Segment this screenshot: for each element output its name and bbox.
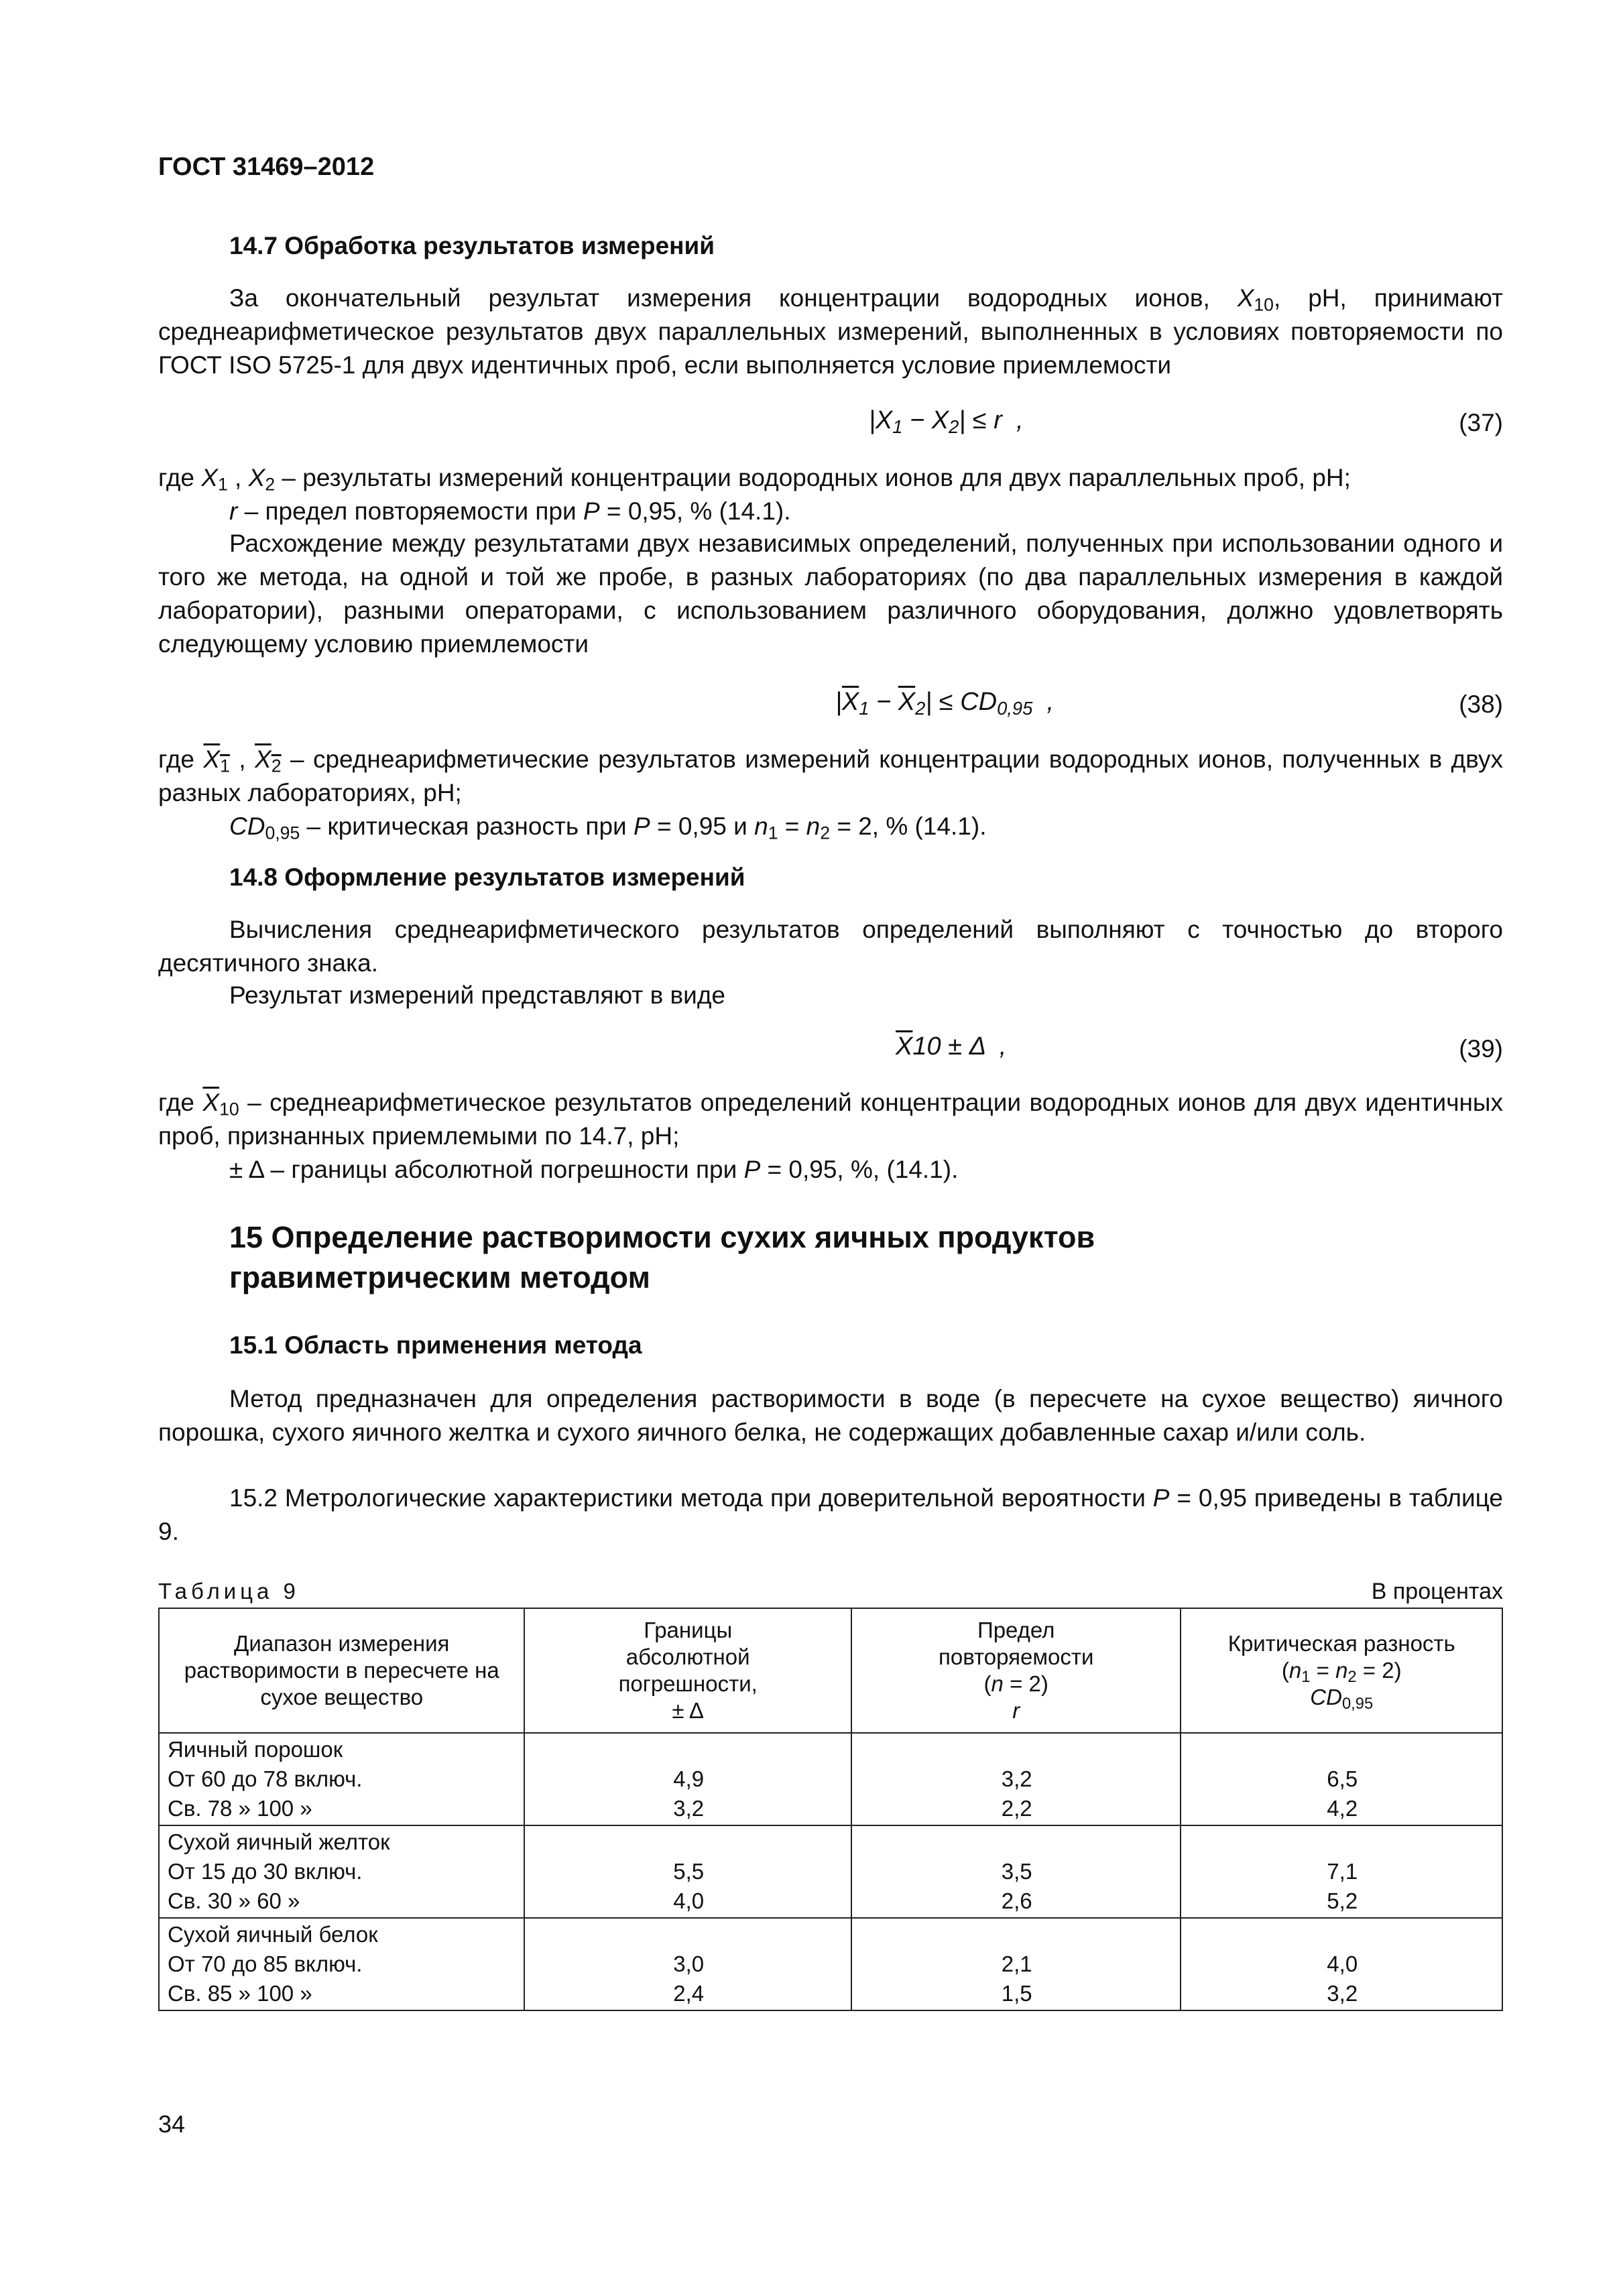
table-unit: В процентах bbox=[1371, 1579, 1503, 1604]
document-header: ГОСТ 31469–2012 bbox=[158, 153, 375, 181]
s147-paragraph-2: Расхождение между результатами двух независимых определений, полученных при использовании одного и того же метода, на одной и той же пробе, в разных лабораториях (по два параллельных измерения в каждой лаборатории), разными операторами, с использованием различного оборудования, должно удовлетворять следующему условию приемлемости bbox=[158, 530, 1503, 658]
equation-38: $|\overline{X}_1 - \overline{X}_2| \le CD_{0,95}$ , bbox=[835, 688, 1055, 719]
header-delta: Границы абсолютной погрешности, ± Δ bbox=[524, 1608, 851, 1733]
header-critical-difference: Критическая разность $(n_1 = n_2 = 2)$ $CD_{0,95}$ bbox=[1181, 1608, 1502, 1733]
s148-where-1: где $\overline{X}_{10}$ – среднеарифметическое результатов определений концентрации водородных ионов для двух идентичных проб, признанных приемлемыми по 14.7, pH; bbox=[158, 1089, 1504, 1150]
table-9 bbox=[158, 1608, 1503, 2011]
table-row-group-2 bbox=[159, 1825, 1502, 1918]
s147-paragraph-1: За окончательный результат измерения концентрации водородных ионов, $X_{10}$, pH, принимают среднеарифметическое результатов двух параллельных измерений, выполненных в условиях повторяемости по ГОСТ ISO 5725-1 для двух идентичных проб, если выполняется условие приемлемости bbox=[158, 284, 1503, 379]
equation-39-number: (39) bbox=[1459, 1035, 1503, 1063]
range-cell: Сухой яичный желток От 15 до 30 включ. Св. 30 » 60 » bbox=[159, 1825, 524, 1918]
document-page bbox=[158, 0, 1503, 2296]
s148-paragraph-2: Результат измерений представляют в виде bbox=[229, 981, 725, 1009]
r-cell: 3,5 2,6 bbox=[851, 1825, 1181, 1918]
s147-where-1: где $X_1$ , $X_2$ – результаты измерений концентрации водородных ионов для двух параллельных проб, pH; bbox=[158, 464, 1351, 495]
s147-where-2: r – предел повторяемости при P = 0,95, % (14.1). bbox=[229, 497, 791, 525]
page-number: 34 bbox=[158, 2110, 186, 2138]
section-15-1-title: 15.1 Область применения метода bbox=[229, 1331, 642, 1359]
table-row-group-1 bbox=[159, 1733, 1502, 1825]
equation-38-number: (38) bbox=[1459, 690, 1503, 718]
section-14-7-title: 14.7 Обработка результатов измерений bbox=[229, 232, 715, 259]
equation-39: $\overline{X}10 \pm \Delta$ , bbox=[896, 1032, 1007, 1061]
s15-paragraph-2: 15.2 Метрологические характеристики метода при доверительной вероятности P = 0,95 приведены в таблице 9. bbox=[158, 1484, 1504, 1545]
range-cell: Яичный порошок От 60 до 78 включ. Св. 78 » 100 » bbox=[159, 1733, 524, 1825]
cd-cell: 7,1 5,2 bbox=[1181, 1825, 1502, 1918]
equation-37-number: (37) bbox=[1459, 409, 1503, 436]
cd-cell: 6,5 4,2 bbox=[1181, 1733, 1502, 1825]
s147-where-3: где $X_1$ , $X_2$ – среднеарифметические результатов измерений концентрации водородных ионов, полученных в двух разных лабораториях, pH; bbox=[158, 745, 1504, 806]
delta-cell: 4,9 3,2 bbox=[524, 1733, 851, 1825]
s148-where-2: ± Δ – границы абсолютной погрешности при P = 0,95, %, (14.1). bbox=[229, 1156, 959, 1183]
r-cell: 3,2 2,2 bbox=[851, 1733, 1181, 1825]
range-cell: Сухой яичный белок От 70 до 85 включ. Св. 85 » 100 » bbox=[159, 1918, 524, 2010]
s148-paragraph-1: Вычисления среднеарифметического результатов определений выполняют с точностью до второго десятичного знака. bbox=[158, 916, 1503, 977]
table-caption: Таблица 9 bbox=[158, 1579, 300, 1604]
s147-where-4: $CD_{0,95}$ – критическая разность при P = 0,95 и $n_1 = n_2 = 2$, % (14.1). bbox=[229, 812, 987, 843]
s15-paragraph-1: Метод предназначен для определения растворимости в воде (в пересчете на сухое вещество) яичного порошка, сухого яичного желтка и сухого яичного белка, не содержащих добавленные сахар и/или соль. bbox=[158, 1385, 1503, 1446]
delta-cell: 3,0 2,4 bbox=[524, 1918, 851, 2010]
table-header-row bbox=[159, 1608, 1502, 1733]
section-15-title: 15 Определение растворимости сухих яичных продуктов гравиметрическим методом bbox=[229, 1220, 1095, 1294]
delta-cell: 5,5 4,0 bbox=[524, 1825, 851, 1918]
header-range: Диапазон измерения растворимости в пересчете на сухое вещество bbox=[159, 1608, 524, 1733]
equation-37: $|X_1 - X_2| \le r$ , bbox=[869, 406, 1024, 437]
header-repeatability: Предел повторяемости (n = 2) r bbox=[851, 1608, 1181, 1733]
section-14-8-title: 14.8 Оформление результатов измерений bbox=[229, 863, 745, 891]
r-cell: 2,1 1,5 bbox=[851, 1918, 1181, 2010]
table-row-group-3 bbox=[159, 1918, 1502, 2010]
cd-cell: 4,0 3,2 bbox=[1181, 1918, 1502, 2010]
